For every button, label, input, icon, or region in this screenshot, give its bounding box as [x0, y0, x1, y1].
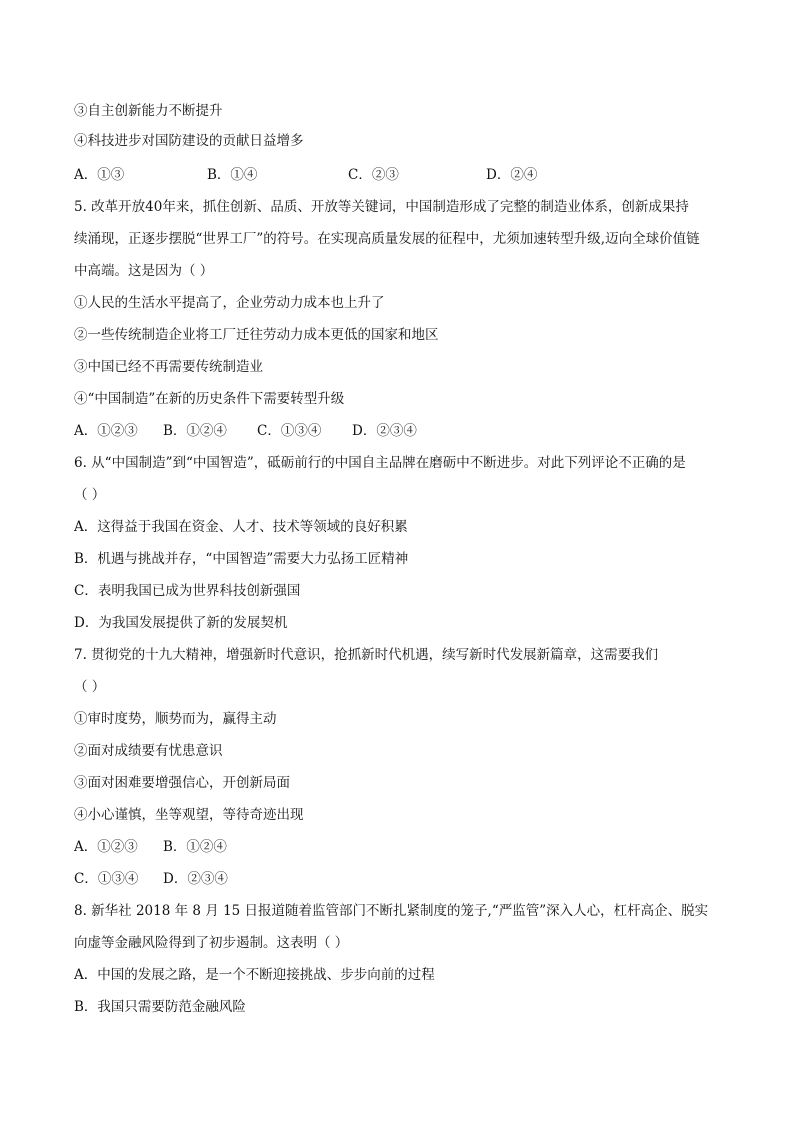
q6-option-a: A．这得益于我国在资金、人才、技术等领域的良好积累	[74, 519, 408, 535]
q6-option-d: D．为我国发展提供了新的发展契机	[74, 615, 288, 631]
q5-stem-line-3: 中高端。这是因为（ ）	[74, 263, 214, 279]
q7-option-a: A．①②③	[74, 839, 138, 855]
q7-option-d: D．②③④	[163, 871, 228, 887]
q8-stem-line-1: 8. 新华社 2018 年 8 月 15 日报道随着监管部门不断扎紧制度的笼子,“严监管”深入人心，杠杆高企、脱实	[74, 903, 709, 919]
q5-option-a: A．①②③	[74, 423, 138, 439]
q5-statement-4: ④“中国制造”在新的历史条件下需要转型升级	[74, 391, 345, 407]
q4-statement-4: ④科技进步对国防建设的贡献日益增多	[74, 133, 304, 149]
q6-option-b: B．机遇与挑战并存，“中国智造”需要大力弘扬工匠精神	[74, 551, 409, 567]
q6-option-c: C．表明我国已成为世界科技创新强国	[74, 583, 301, 599]
q8-stem-line-2: 向虚等金融风险得到了初步遏制。这表明（ ）	[74, 935, 349, 951]
q5-option-d: D．②③④	[352, 423, 417, 439]
q7-option-b: B．①②④	[163, 839, 227, 855]
q4-option-d: D．②④	[486, 167, 538, 183]
q7-stem-line-1: 7. 贯彻党的十九大精神，增强新时代意识，抢抓新时代机遇，续写新时代发展新篇章，这需要我们	[74, 647, 659, 663]
q4-option-c: C．②③	[348, 167, 399, 183]
q6-stem-line-1: 6. 从“中国制造”到“中国智造”，砥砺前行的中国自主品牌在磨砺中不断进步。对此下列评论不正确的是	[74, 455, 686, 471]
q4-option-b: B．①④	[207, 167, 258, 183]
q5-stem-line-2: 续涌现，正逐步摆脱“世界工厂”的符号。在实现高质量发展的征程中，尤须加速转型升级,迈向全球价值链	[74, 231, 700, 247]
q8-option-a: A．中国的发展之路，是一个不断迎接挑战、步步向前的过程	[74, 967, 435, 983]
q8-option-b: B．我国只需要防范金融风险	[74, 999, 246, 1015]
q5-stem-line-1: 5. 改革开放40年来，抓住创新、品质、开放等关键词，中国制造形成了完整的制造业体系，创新成果持	[74, 199, 689, 215]
q7-statement-4: ④小心谨慎，坐等观望，等待奇迹出现	[74, 807, 304, 823]
q5-option-b: B．①②④	[163, 423, 227, 439]
q7-statement-3: ③面对困难要增强信心，开创新局面	[74, 775, 290, 791]
q5-statement-2: ②一些传统制造企业将工厂迁往劳动力成本更低的国家和地区	[74, 327, 439, 343]
q7-statement-1: ①审时度势，顺势而为，赢得主动	[74, 711, 277, 727]
q6-stem-line-2: （ ）	[74, 487, 106, 503]
q5-option-c: C．①③④	[257, 423, 322, 439]
q5-statement-1: ①人民的生活水平提高了，企业劳动力成本也上升了	[74, 295, 385, 311]
q4-statement-3: ③自主创新能力不断提升	[74, 103, 223, 119]
q4-option-a: A．①③	[74, 167, 125, 183]
q5-statement-3: ③中国已经不再需要传统制造业	[74, 359, 263, 375]
q7-option-c: C．①③④	[74, 871, 139, 887]
q7-stem-line-2: （ ）	[74, 679, 106, 695]
q7-statement-2: ②面对成绩要有忧患意识	[74, 743, 223, 759]
